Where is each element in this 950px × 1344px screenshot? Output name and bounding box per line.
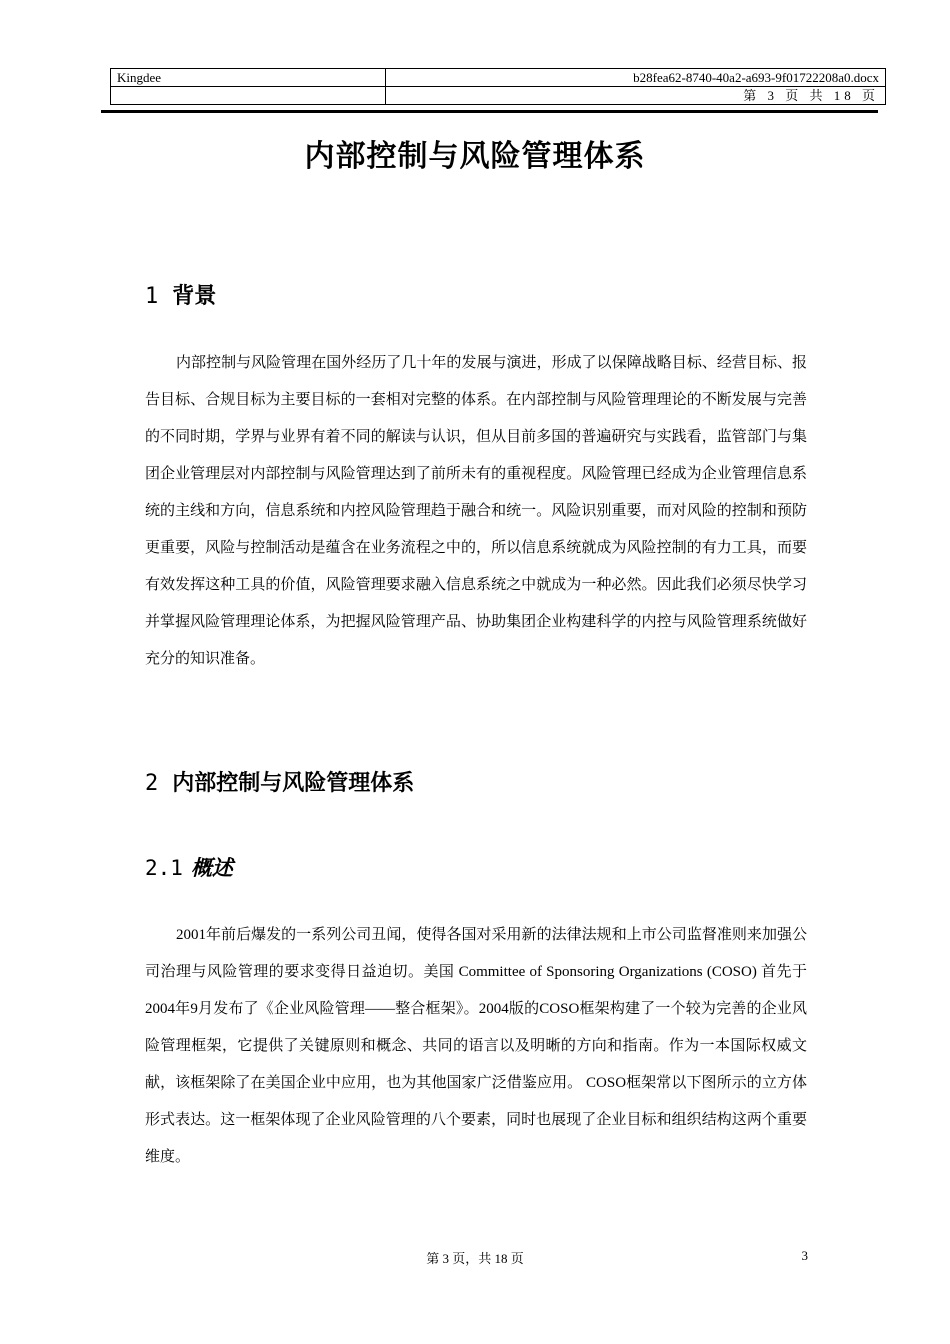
overview-paragraph: 2001年前后爆发的一系列公司丑闻，使得各国对采用新的法律法规和上市公司监督准则来加强公司治理与风险管理的要求变得日益迫切。美国 Committee of Sponsoring Organizations (COSO) 首先于2004年9月发布了《企业风险管理——整合框架》。2004版的COSO框架构建了一个较为完善的企业风险管理框架，它提供了关键原则和概念、共同的语言以及明晰的方向和指南。作为一本国际权威文献，该框架除了在美国企业中应用，也为其他国家广泛借鉴应用。 COSO框架常以下图所示的立方体形式表达。这一框架体现了企业风险管理的八个要素，同时也展现了企业目标和组织结构这两个重要维度。 xyxy=(145,927,807,1165)
footer-page-label: 第 3 页，共 18 页 xyxy=(426,1251,524,1266)
footer-page-number: 3 xyxy=(801,1248,808,1263)
header-rule xyxy=(101,110,878,113)
background-paragraph: 内部控制与风险管理在国外经历了几十年的发展与演进，形成了以保障战略目标、经营目标、报告目标、合规目标为主要目标的一套相对完整的体系。在内部控制与风险管理理论的不断发展与完善的不同时期，学界与业界有着不同的解读与认识，但从目前多国的普遍研究与实践看，监管部门与集团企业管理层对内部控制与风险管理达到了前所未有的重视程度。风险管理已经成为企业管理信息系统的主线和方向，信息系统和内控风险管理趋于融合和统一。风险识别重要，而对风险的控制和预防更重要，风险与控制活动是蕴含在业务流程之中的，所以信息系统就成为风险控制的有力工具，而要有效发挥这种工具的价值，风险管理要求融入信息系统之中就成为一种必然。因此我们必须尽快学习并掌握风险管理理论体系，为把握风险管理产品、协助集团企业构建科学的内控与风险管理系统做好充分的知识准备。 xyxy=(145,355,807,667)
section-title: 内部控制与风险管理体系 xyxy=(172,771,415,796)
section-number: 2 xyxy=(145,771,159,796)
subsection-number: 2.1 xyxy=(145,856,183,880)
header-company: Kingdee xyxy=(111,69,386,87)
section-heading-2 xyxy=(145,766,414,797)
header-page-info: 第 3 页 共 18 页 xyxy=(386,87,886,105)
document-title: 内部控制与风险管理体系 xyxy=(304,139,646,174)
subsection-heading-2-1 xyxy=(145,852,233,882)
section-number: 1 xyxy=(145,284,159,309)
header-filename: b28fea62-8740-40a2-a693-9f01722208a0.docx xyxy=(386,69,886,87)
header-empty-cell xyxy=(111,87,386,105)
section-title: 背景 xyxy=(172,284,217,309)
section-heading-1 xyxy=(145,279,216,310)
page-header-table xyxy=(110,68,886,105)
subsection-title: 概述 xyxy=(190,856,233,880)
